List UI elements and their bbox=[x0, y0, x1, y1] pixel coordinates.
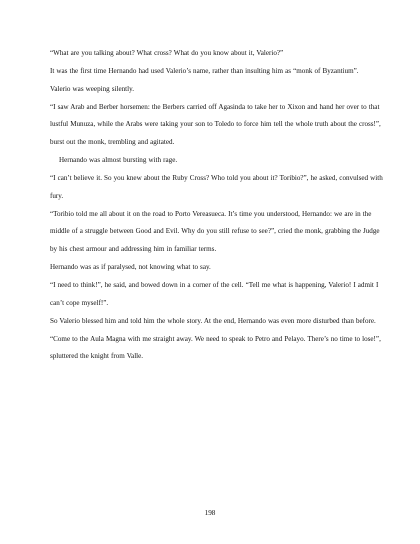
paragraph: So Valerio blessed him and told him the whole story. At the end, Hernando was even more disturbed than before. bbox=[50, 316, 376, 325]
paragraph: “Toribio told me all about it on the road to Porto Vereasueca. It’s time you understood, Hernando: we are in the middle of a struggle between Good and Evil. Why do you still refuse to see?”, cried the monk, grabbing the Judge by his chest armour and addressing him in familiar terms. bbox=[50, 209, 380, 254]
paragraph: It was the first time Hernando had used Valerio’s name, rather than insulting him as “monk of Byzantium”. bbox=[50, 66, 359, 75]
paragraph: Hernando was as if paralysed, not knowing what to say. bbox=[50, 263, 211, 272]
paragraph: “I saw Arab and Berber horsemen: the Berbers carried off Agasinda to take her to Xixon and hand her over to that lustful Munuza, while the Arabs were taking your son to Toledo to force him tell the whole truth about the cross!”, burst out the monk, trembling and agitated. bbox=[50, 102, 381, 147]
body-text bbox=[50, 45, 386, 366]
paragraph: Valerio was weeping silently. bbox=[50, 84, 134, 93]
paragraph: “Come to the Aula Magna with me straight away. We need to speak to Petro and Pelayo. There’s no time to lose!”, spluttered the knight from Valle. bbox=[50, 334, 381, 361]
paragraph: “I need to think!”, he said, and bowed down in a corner of the cell. “Tell me what is happening, Valerio! I admit I can’t cope myself!”. bbox=[50, 280, 379, 307]
page-number: 198 bbox=[204, 509, 216, 517]
paragraph: “I can’t believe it. So you knew about the Ruby Cross? Who told you about it? Toribio?”, he asked, convulsed with fury. bbox=[50, 173, 383, 200]
paragraph: Hernando was almost bursting with rage. bbox=[59, 156, 178, 165]
paragraph: “What are you talking about? What cross? What do you know about it, Valerio?” bbox=[50, 49, 284, 57]
